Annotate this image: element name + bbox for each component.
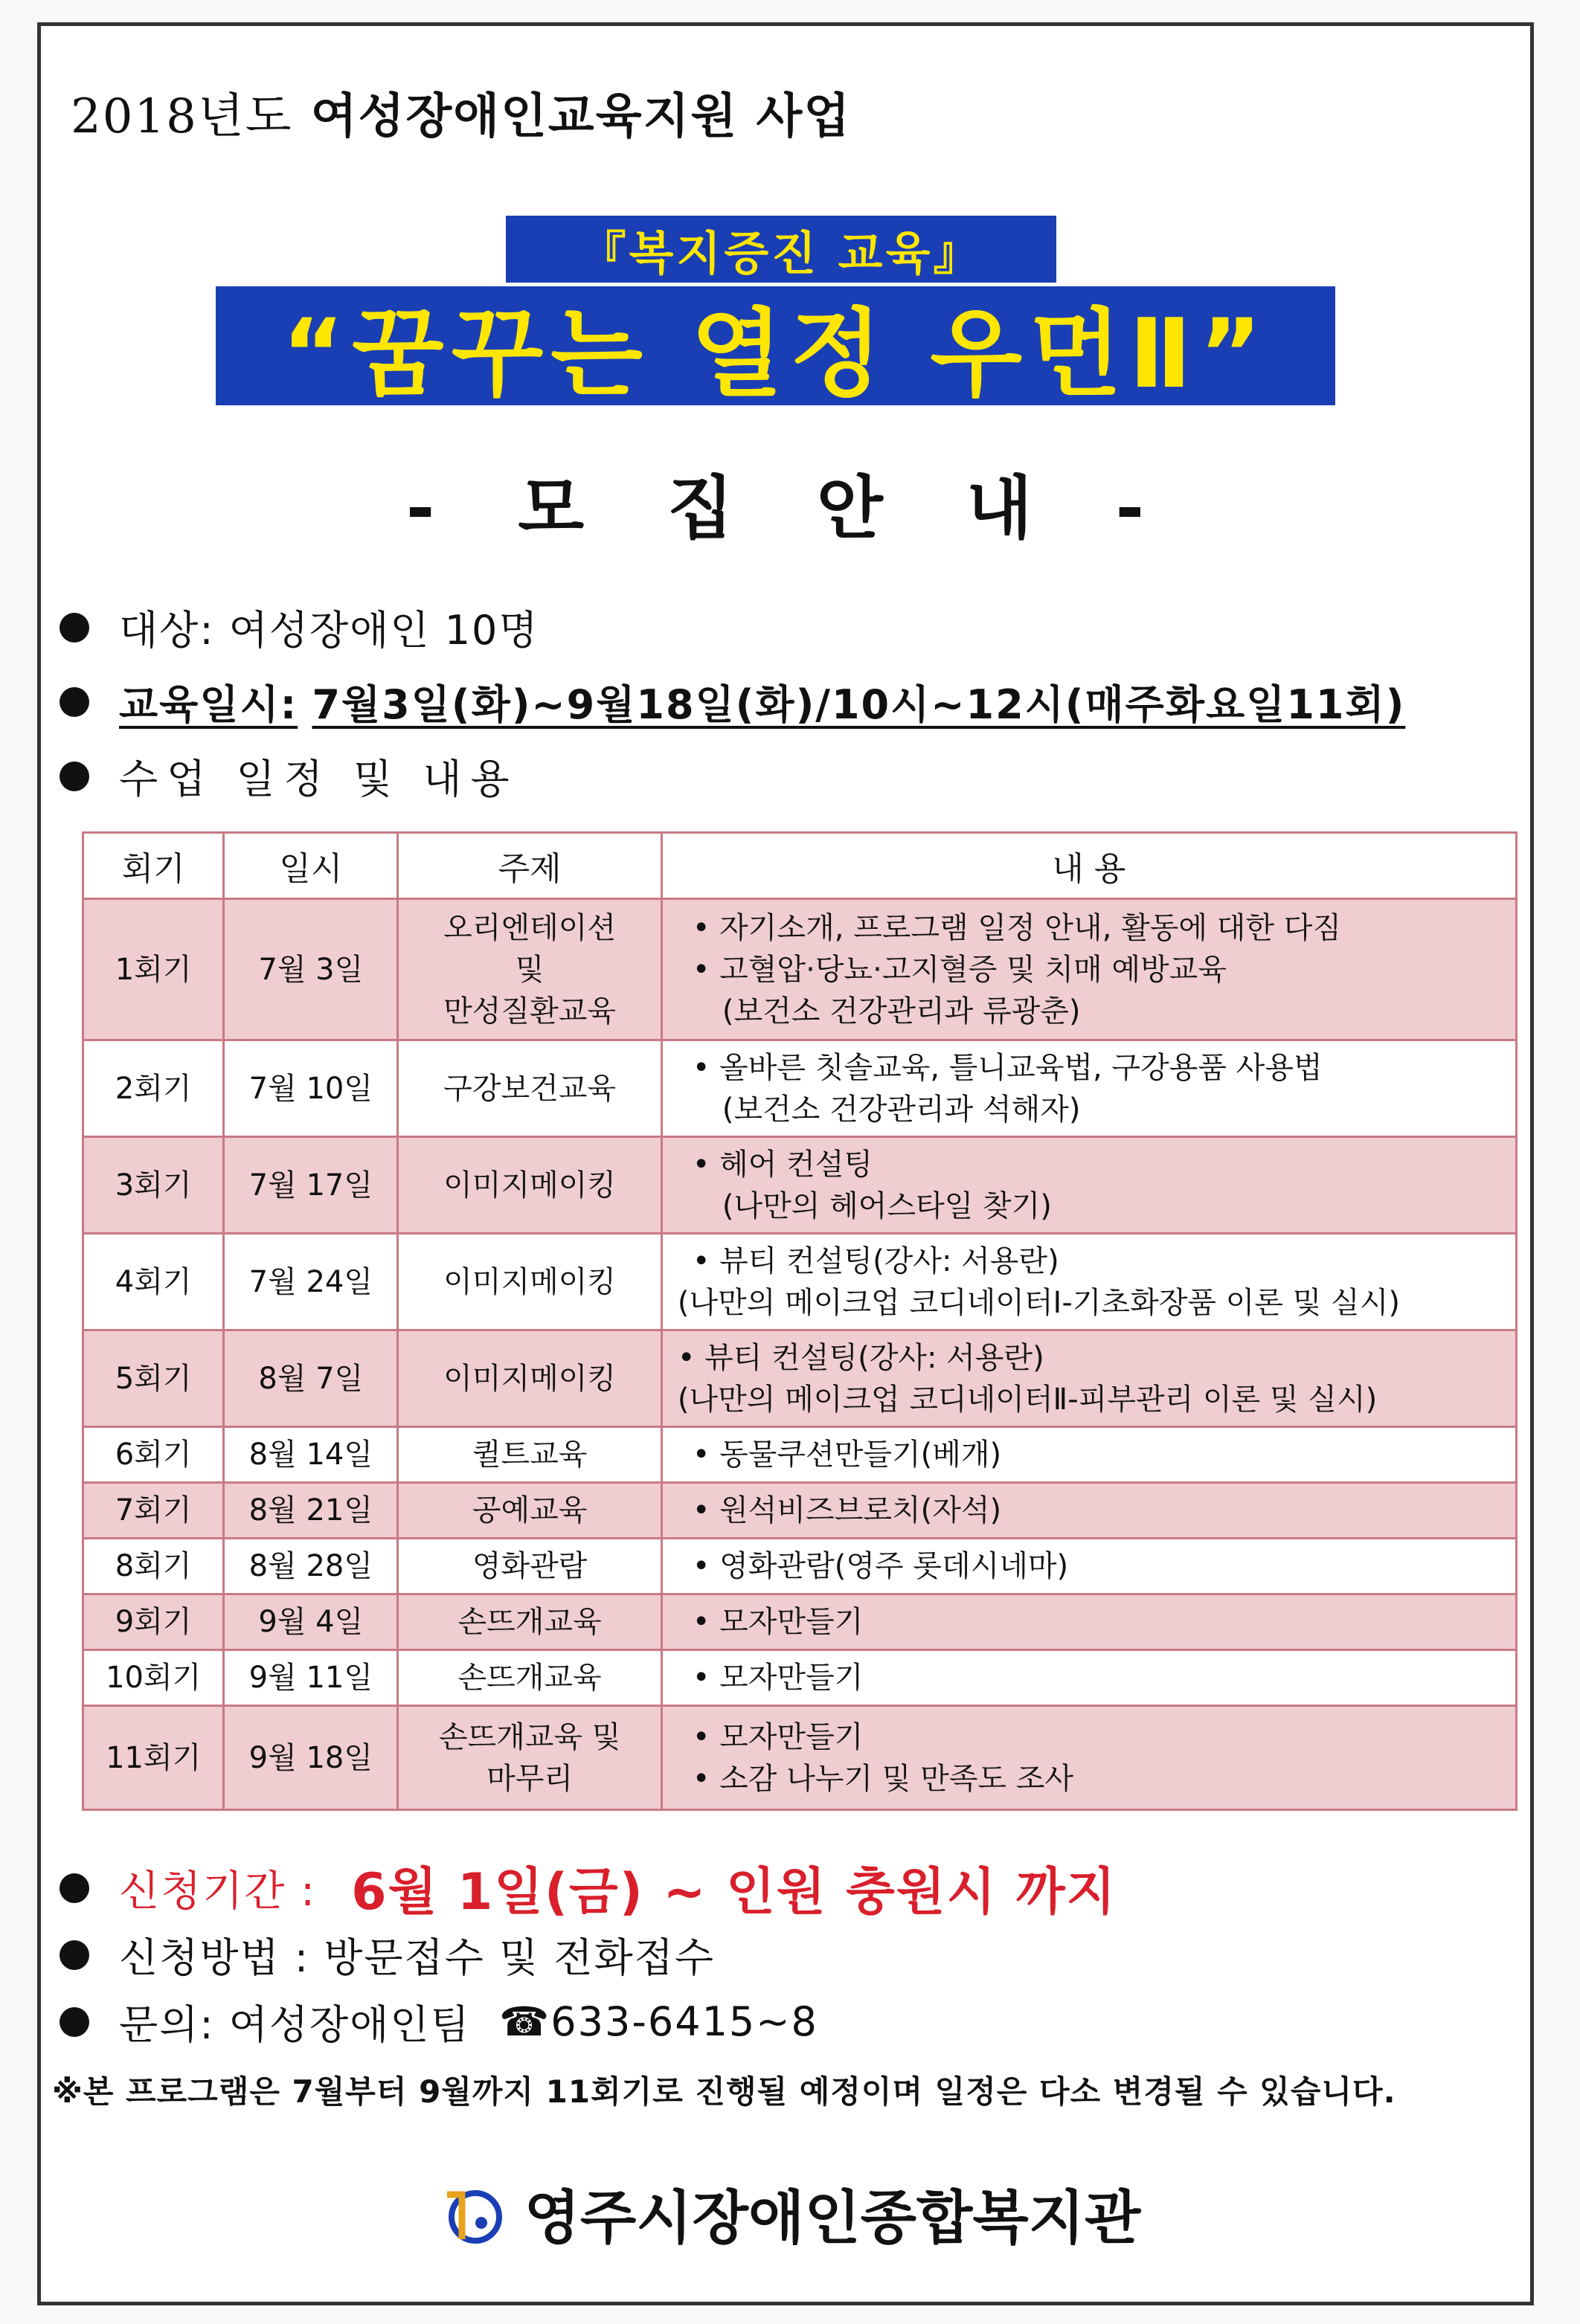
contact-team: 여성장애인팀 <box>228 2001 471 2048</box>
table-row <box>83 1427 1517 1483</box>
table-row <box>83 1650 1517 1706</box>
bullet-icon <box>60 1873 89 1903</box>
footer <box>0 2172 1580 2255</box>
content-cell: • 자기소개, 프로그램 일정 안내, 활동에 대한 다짐 • 고혈압·당뇨·고지혈증 및 치매 예방교육 (보건소 건강관리과 류광춘) <box>661 899 1516 1040</box>
apply-period-value: 6월 1일(금) ~ 인원 충원시 까지 <box>351 1863 1117 1922</box>
header-topic: 주제 <box>398 833 661 899</box>
table-row <box>83 1706 1517 1810</box>
table-row <box>83 1234 1517 1330</box>
contact-line <box>60 1993 818 2050</box>
session-cell: 11회기 <box>83 1706 224 1810</box>
apply-method-line <box>60 1926 715 1983</box>
content-cell: • 헤어 컨설팅 (나만의 헤어스타일 찾기) <box>661 1137 1516 1234</box>
target-label: 대상: <box>119 607 215 654</box>
content-cell: • 모자만들기 <box>661 1594 1516 1650</box>
contact-phone: 633-6415~8 <box>550 1998 818 2045</box>
schedule-value: 7월3일(화)~9월18일(화)/10시~12시(매주화요일11회) <box>312 681 1406 728</box>
content-cell: • 원석비즈브로치(자석) <box>661 1483 1516 1539</box>
topic-cell: 손뜨개교육 <box>398 1594 661 1650</box>
date-cell: 8월 14일 <box>224 1427 398 1483</box>
topic-cell: 구강보건교육 <box>398 1040 661 1137</box>
date-cell: 7월 3일 <box>224 899 398 1040</box>
program-year: 2018년도 <box>71 89 293 144</box>
footnote: ※본 프로그램은 7월부터 9월까지 11회기로 진행될 예정이며 일정은 다소 변경될 수 있습니다. <box>52 2073 1396 2110</box>
class-heading-line <box>60 747 518 805</box>
topic-cell: 공예교육 <box>398 1483 661 1539</box>
table-row <box>83 1137 1517 1234</box>
table-row <box>83 1539 1517 1594</box>
bullet-icon <box>60 762 89 791</box>
session-cell: 10회기 <box>83 1650 224 1706</box>
topic-cell: 이미지메이킹 <box>398 1137 661 1234</box>
program-name: 여성장애인교육지원 사업 <box>310 89 852 144</box>
date-cell: 7월 24일 <box>224 1234 398 1330</box>
program-title <box>71 78 851 147</box>
subtitle-banner: 『복지증진 교육』 <box>506 216 1056 283</box>
topic-cell: 퀼트교육 <box>398 1427 661 1483</box>
date-cell: 7월 10일 <box>224 1040 398 1137</box>
contact-label: 문의: <box>119 2001 215 2048</box>
table-row <box>83 1594 1517 1650</box>
apply-period-line <box>60 1852 1117 1924</box>
org-logo-icon <box>440 2180 507 2247</box>
schedule-label: 교육일시: <box>119 681 298 728</box>
bullet-icon <box>60 687 89 717</box>
phone-icon: ☎ <box>499 1998 551 2045</box>
content-cell: • 모자만들기 <box>661 1650 1516 1706</box>
date-cell: 7월 17일 <box>224 1137 398 1234</box>
bullet-icon <box>60 613 89 643</box>
topic-cell: 손뜨개교육 <box>398 1650 661 1706</box>
session-cell: 4회기 <box>83 1234 224 1330</box>
table-row <box>83 1330 1517 1427</box>
date-cell: 8월 21일 <box>224 1483 398 1539</box>
topic-cell: 영화관람 <box>398 1539 661 1594</box>
header-date: 일시 <box>224 833 398 899</box>
session-cell: 6회기 <box>83 1427 224 1483</box>
content-cell: • 모자만들기 • 소감 나누기 및 만족도 조사 <box>661 1706 1516 1810</box>
content-cell: • 뷰티 컨설팅(강사: 서용란) (나만의 메이크업 코디네이터Ⅱ-피부관리 이론 및 실시) <box>661 1330 1516 1427</box>
schedule-line <box>60 673 1405 730</box>
header-session: 회기 <box>83 833 224 899</box>
date-cell: 9월 18일 <box>224 1706 398 1810</box>
session-cell: 3회기 <box>83 1137 224 1234</box>
content-cell: • 뷰티 컨설팅(강사: 서용란) (나만의 메이크업 코디네이터Ⅰ-기초화장품 이론 및 실시) <box>661 1234 1516 1330</box>
date-cell: 8월 7일 <box>224 1330 398 1427</box>
session-cell: 1회기 <box>83 899 224 1040</box>
topic-cell: 오리엔테이션 및 만성질환교육 <box>398 899 661 1040</box>
session-cell: 2회기 <box>83 1040 224 1137</box>
org-name: 영주시장애인종합복지관 <box>524 2185 1141 2252</box>
apply-period-label: 신청기간 : <box>119 1867 317 1916</box>
bullet-icon <box>60 1940 89 1970</box>
table-row <box>83 899 1517 1040</box>
recruit-heading: - 모 집 안 내 - <box>405 469 1174 548</box>
apply-method-label: 신청방법 : <box>119 1934 310 1981</box>
schedule-table <box>82 831 1518 1811</box>
table-row <box>83 1483 1517 1539</box>
date-cell: 9월 11일 <box>224 1650 398 1706</box>
session-cell: 5회기 <box>83 1330 224 1427</box>
apply-method-value: 방문접수 및 전화접수 <box>324 1934 715 1981</box>
class-heading: 수업 일정 및 내용 <box>119 756 518 802</box>
bullet-icon <box>60 2007 89 2037</box>
table-header-row <box>83 833 1517 899</box>
topic-cell: 손뜨개교육 및 마무리 <box>398 1706 661 1810</box>
main-title-banner: “꿈꾸는 열정 우먼Ⅱ” <box>216 286 1335 405</box>
content-cell: • 영화관람(영주 롯데시네마) <box>661 1539 1516 1594</box>
session-cell: 7회기 <box>83 1483 224 1539</box>
target-value: 여성장애인 10명 <box>228 607 539 654</box>
date-cell: 9월 4일 <box>224 1594 398 1650</box>
topic-cell: 이미지메이킹 <box>398 1330 661 1427</box>
date-cell: 8월 28일 <box>224 1539 398 1594</box>
content-cell: • 올바른 칫솔교육, 틀니교육법, 구강용품 사용법 (보건소 건강관리과 석해자) <box>661 1040 1516 1137</box>
content-cell: • 동물쿠션만들기(베개) <box>661 1427 1516 1483</box>
table-row <box>83 1040 1517 1137</box>
session-cell: 9회기 <box>83 1594 224 1650</box>
topic-cell: 이미지메이킹 <box>398 1234 661 1330</box>
session-cell: 8회기 <box>83 1539 224 1594</box>
target-line <box>60 599 539 656</box>
header-content: 내 용 <box>661 833 1516 899</box>
